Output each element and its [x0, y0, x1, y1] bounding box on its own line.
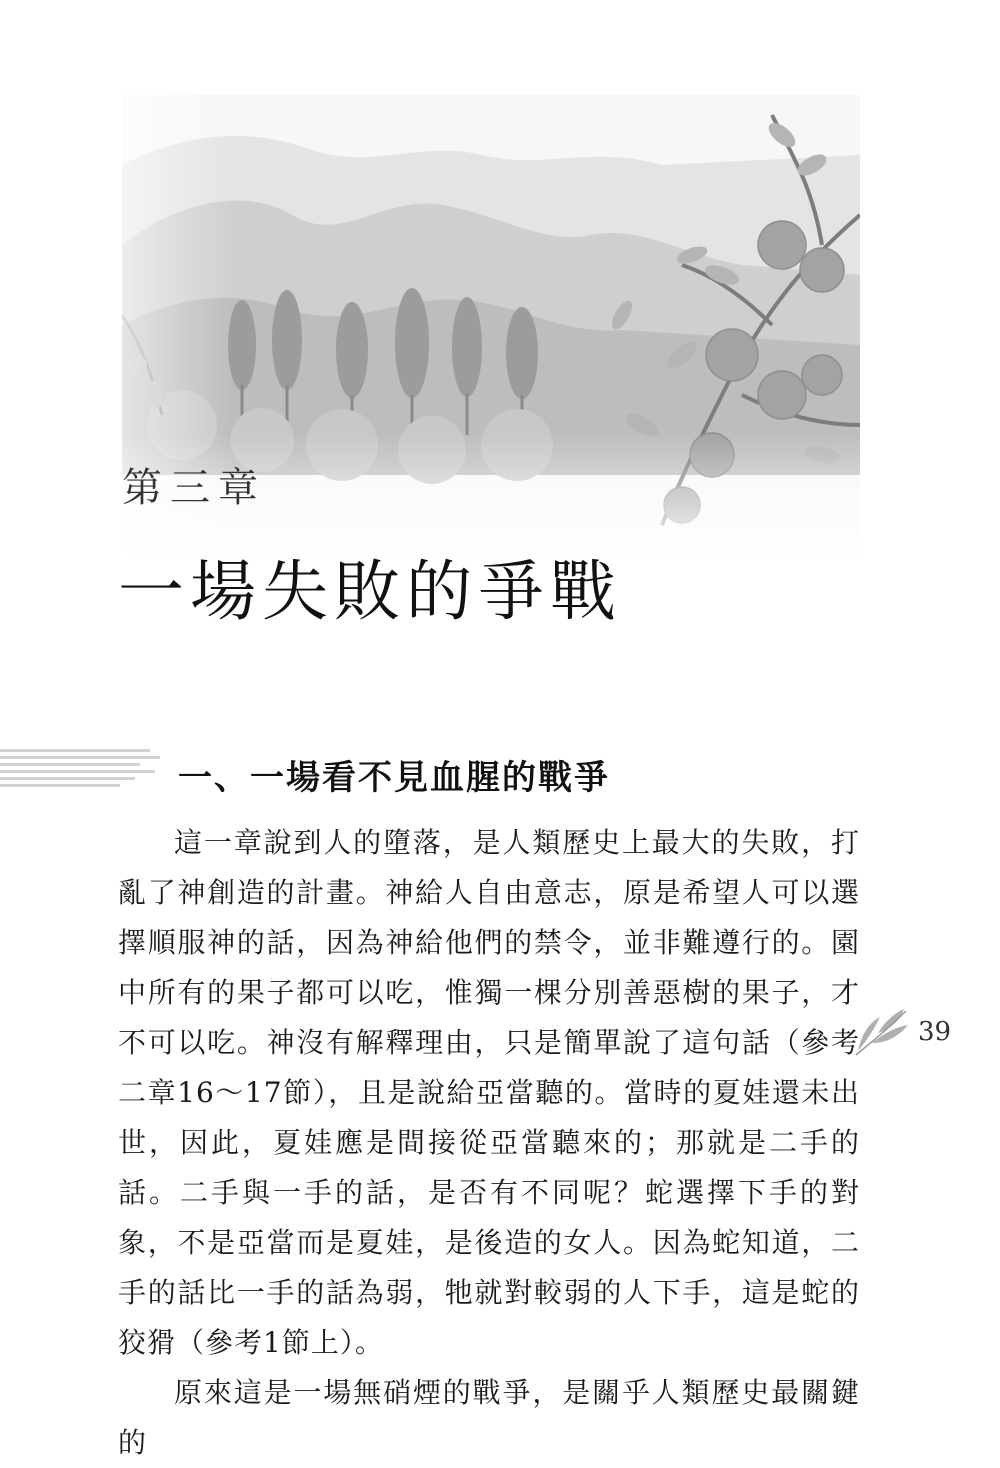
chapter-title: 一場失敗的爭戰	[118, 553, 622, 630]
chapter-label: 第三章	[122, 465, 266, 511]
page-number: 39	[918, 1017, 952, 1047]
leaf-sprig-icon	[850, 1003, 912, 1057]
section-stripes-decoration	[0, 745, 160, 793]
body-text	[118, 818, 860, 1468]
section-heading: 一、一場看不見血腥的戰爭	[178, 758, 610, 798]
paragraph-2: 原來這是一場無硝煙的戰爭，是關乎人類歷史最關鍵的	[118, 1376, 860, 1459]
paragraph-1: 這一章說到人的墮落，是人類歷史上最大的失敗，打亂了神創造的計畫。神給人自由意志，原是希望人可以選擇順服神的話，因為神給他們的禁令，並非難遵行的。園中所有的果子都可以吃，惟獨一棵分別善惡樹的果子，才不可以吃。神沒有解釋理由，只是簡單說了這句話（參考二章16～17節），且是說給亞當聽的。當時的夏娃還未出世，因此，夏娃應是間接從亞當聽來的；那就是二手的話。二手與一手的話，是否有不同呢？蛇選擇下手的對象，不是亞當而是夏娃，是後造的女人。因為蛇知道，二手的話比一手的話為弱，牠就對較弱的人下手，這是蛇的狡猾（參考1節上）。	[118, 826, 860, 1359]
